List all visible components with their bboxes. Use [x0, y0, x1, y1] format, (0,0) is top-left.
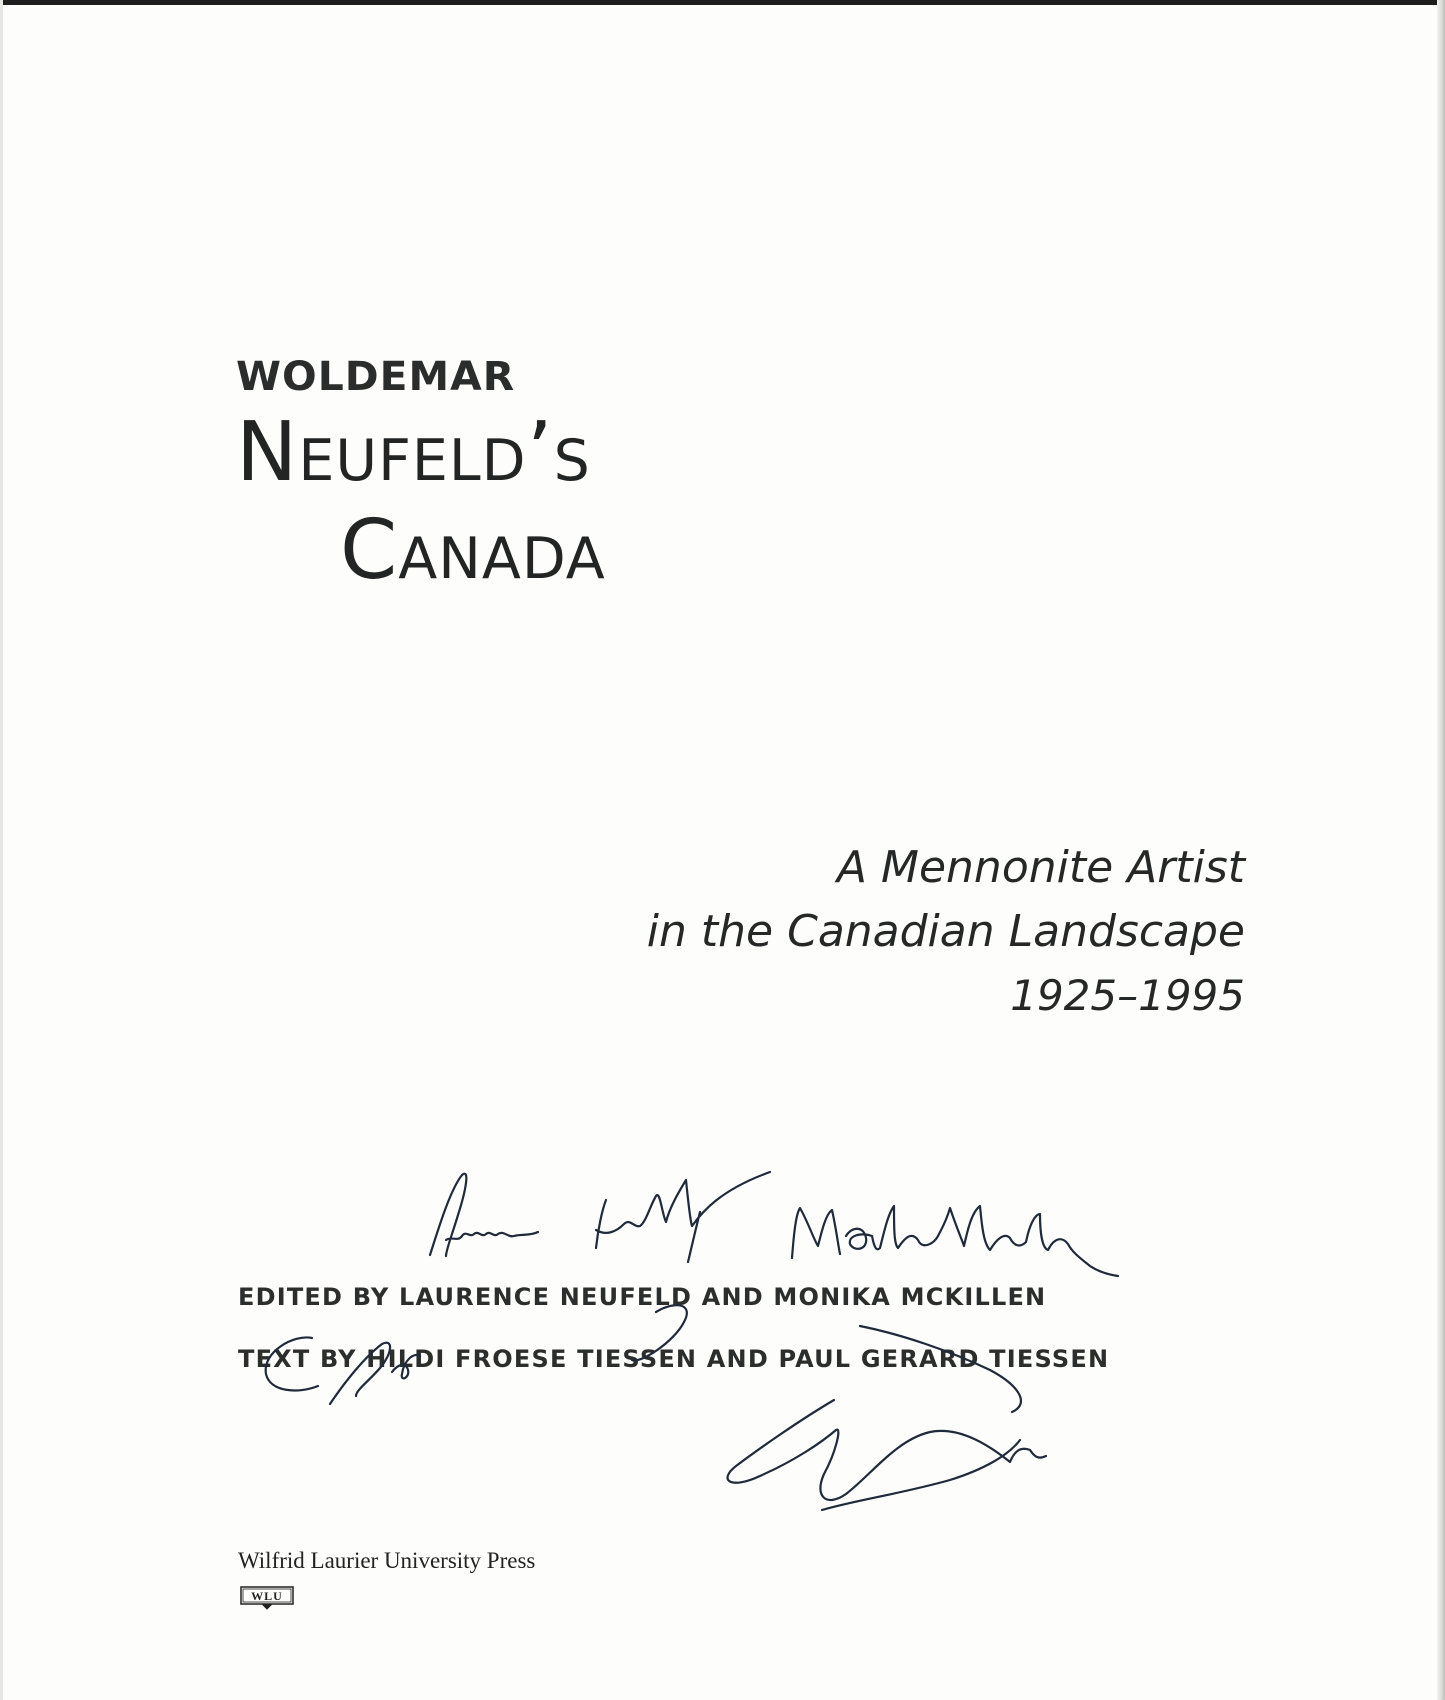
- signature-monika-mckillen: [792, 1206, 1118, 1276]
- book-subtitle: [647, 836, 1245, 1028]
- text-by-credit: TEXT BY HILDI FROESE TIESSEN AND PAUL GERARD TIESSEN: [238, 1345, 1110, 1373]
- title-line-3: Canada: [340, 503, 606, 598]
- subtitle-line-1: A Mennonite Artist: [836, 842, 1245, 893]
- credits: [238, 1283, 1109, 1373]
- page-right-edge: [1437, 0, 1445, 1700]
- page-top-edge: [0, 0, 1445, 5]
- title-line-1: WOLDEMAR: [236, 354, 516, 400]
- publisher-name: Wilfrid Laurier University Press: [238, 1548, 536, 1573]
- signature-laurence-neufeld: [430, 1172, 770, 1262]
- subtitle-line-2: in the Canadian Landscape: [646, 906, 1245, 957]
- publisher-logo: [240, 1586, 294, 1610]
- subtitle-years: 1925–1995: [1010, 971, 1245, 1020]
- publisher-logo-text: WLU: [251, 1589, 283, 1603]
- edited-by-credit: EDITED BY LAURENCE NEUFELD AND MONIKA MCKILLEN: [238, 1283, 1047, 1311]
- title-line-2: Neufeld’s: [236, 405, 591, 500]
- page-left-edge: [0, 0, 3, 1700]
- book-title: [236, 354, 606, 598]
